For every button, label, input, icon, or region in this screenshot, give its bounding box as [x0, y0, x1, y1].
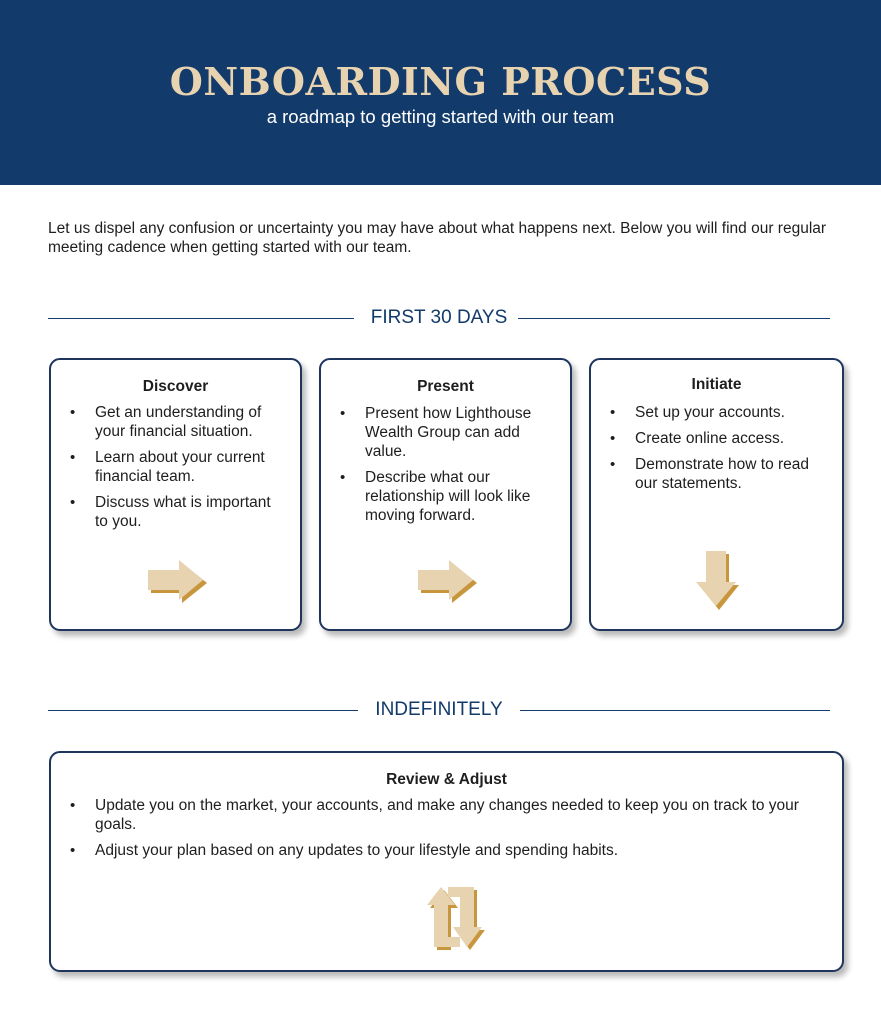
list-item: • Present how Lighthouse Wealth Group can add value.: [340, 404, 552, 461]
divider-right: [520, 710, 830, 711]
card-review-adjust: [49, 751, 844, 972]
page-header: [0, 0, 881, 185]
card-title: Present: [417, 378, 474, 395]
section-label: FIRST 30 DAYS: [370, 307, 508, 328]
list-item: • Create online access.: [610, 429, 822, 448]
list-item: • Update you on the market, your accounts, and make any changes needed to keep you on track to your goals.: [70, 796, 810, 834]
arrow-right-icon: [417, 560, 479, 606]
arrow-down-icon: [696, 550, 742, 612]
list-item: • Discuss what is important to you.: [70, 493, 282, 531]
section-heading-first-30-days: [48, 306, 830, 330]
card-bullet-list: [610, 403, 822, 500]
page-subtitle: a roadmap to getting started with our team: [266, 106, 615, 127]
cycle-arrows-icon: [425, 886, 489, 952]
section-label: INDEFINITELY: [375, 699, 503, 720]
card-title: Review & Adjust: [386, 771, 507, 788]
card-bullet-list: [340, 404, 552, 532]
list-item: • Set up your accounts.: [610, 403, 822, 422]
intro-paragraph: Let us dispel any confusion or uncertainty you may have about what happens next. Below you will find our regular meeting cadence when getting started with our team.: [48, 220, 827, 256]
card-present: [319, 358, 572, 631]
list-item: • Get an understanding of your financial situation.: [70, 403, 282, 441]
card-discover: [49, 358, 302, 631]
divider-right: [518, 318, 830, 319]
list-item: • Learn about your current financial team.: [70, 448, 282, 486]
list-item: • Demonstrate how to read our statements.: [610, 455, 822, 493]
arrow-right-icon: [147, 560, 209, 606]
card-title: Discover: [142, 378, 209, 395]
card-bullet-list: [70, 796, 810, 867]
list-item: • Describe what our relationship will look like moving forward.: [340, 468, 552, 525]
list-item: • Adjust your plan based on any updates to your lifestyle and spending habits.: [70, 841, 810, 860]
card-initiate: [589, 358, 844, 631]
card-bullet-list: [70, 403, 282, 538]
section-heading-indefinitely: [48, 698, 830, 722]
card-title: Initiate: [691, 376, 742, 393]
page-title: ONBOARDING PROCESS: [169, 59, 712, 104]
